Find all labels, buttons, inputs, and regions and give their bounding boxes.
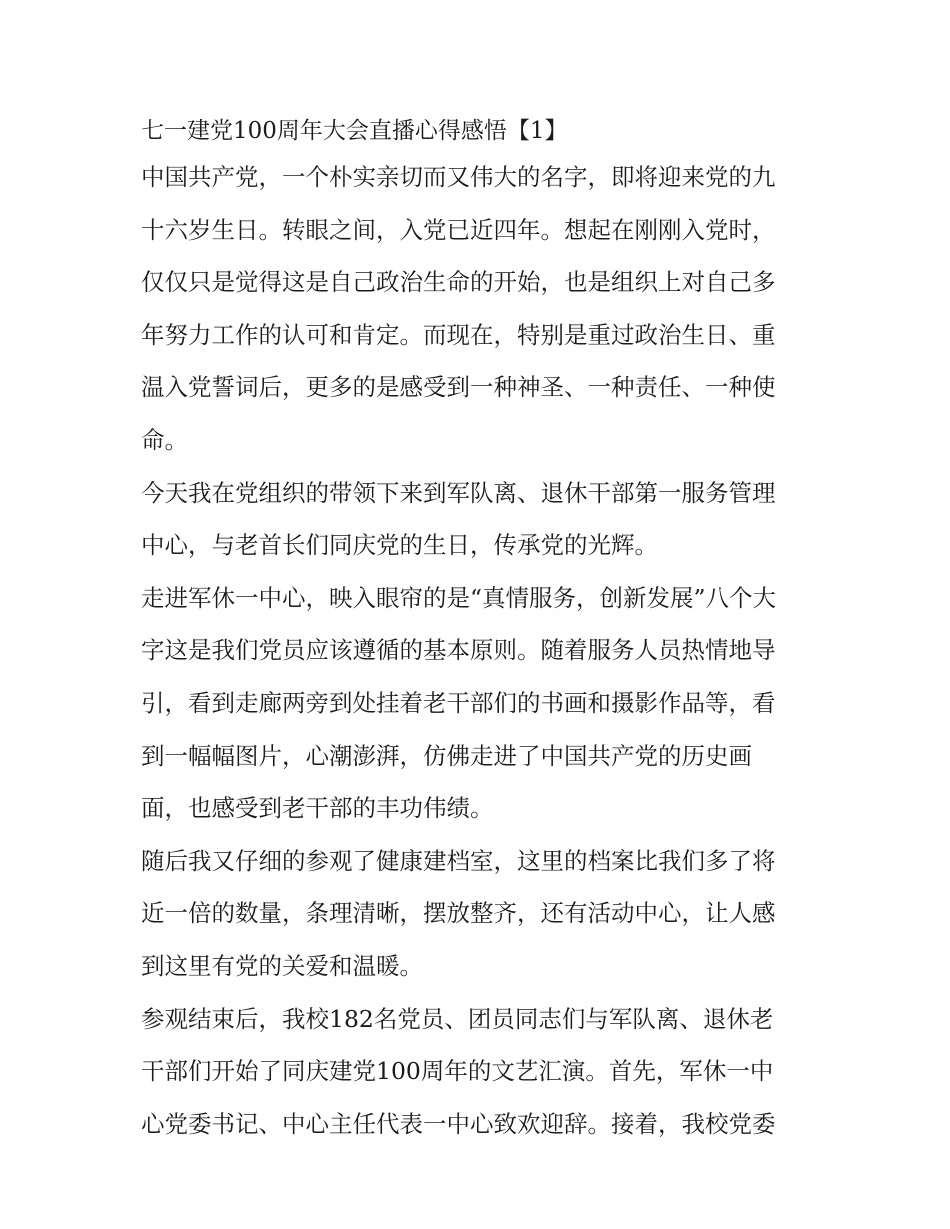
text-line: 命。 <box>141 425 188 454</box>
text-line: 中心，与老首长们同庆党的生日，传承党的光辉。 <box>141 531 658 560</box>
text-line: 今天我在党组织的带领下来到军队离、退休干部第一服务管理 <box>141 478 776 507</box>
text-line: 心党委书记、中心主任代表一中心致欢迎辞。接着，我校党委 <box>141 1109 776 1138</box>
text-line: 参观结束后，我校182名党员、团员同志们与军队离、退休老 <box>141 1004 774 1033</box>
text-line: 十六岁生日。转眼之间，入党已近四年。想起在刚刚入党时， <box>141 215 776 244</box>
text-line: 到一幅幅图片，心潮澎湃，仿佛走进了中国共产党的历史画 <box>141 741 752 770</box>
text-line: 走进军休一中心，映入眼帘的是“真情服务，创新发展”八个大 <box>141 583 777 612</box>
text-line: 引，看到走廊两旁到处挂着老干部们的书画和摄影作品等，看 <box>141 688 776 717</box>
text-line: 字这是我们党员应该遵循的基本原则。随着服务人员热情地导 <box>141 636 776 665</box>
text-line: 中国共产党，一个朴实亲切而又伟大的名字，即将迎来党的九 <box>141 163 776 191</box>
text-line: 干部们开始了同庆建党100周年的文艺汇演。首先，军休一中 <box>141 1057 774 1086</box>
text-line: 年努力工作的认可和肯定。而现在，特别是重过政治生日、重 <box>141 320 776 349</box>
text-line: 近一倍的数量，条理清晰，摆放整齐，还有活动中心，让人感 <box>141 899 776 928</box>
text-line: 到这里有党的关爱和温暖。 <box>141 951 423 980</box>
text-line: 随后我又仔细的参观了健康建档室，这里的档案比我们多了将 <box>141 846 776 875</box>
text-line: 温入党誓词后，更多的是感受到一种神圣、一种责任、一种使 <box>141 373 776 402</box>
document-title: 七一建党100周年大会直播心得感悟【1】 <box>141 118 568 144</box>
text-line: 面，也感受到老干部的丰功伟绩。 <box>141 794 494 823</box>
document-body <box>141 111 817 1150</box>
text-line: 仅仅只是觉得这是自己政治生命的开始，也是组织上对自己多 <box>141 268 776 297</box>
